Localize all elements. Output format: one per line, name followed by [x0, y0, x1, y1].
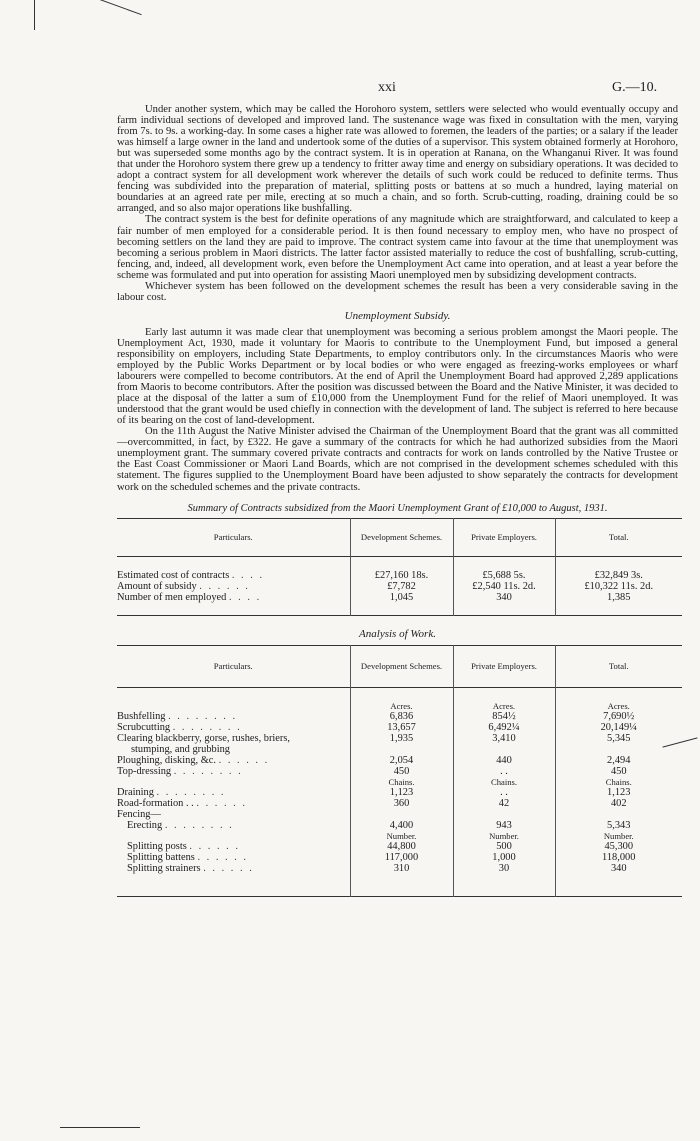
cell-development: 1,123: [350, 787, 453, 798]
analysis-units-number: [117, 831, 682, 841]
row-label: Estimated cost of contracts: [117, 570, 230, 582]
cell-development: 450: [350, 766, 453, 777]
analysis-row-fencing: [117, 809, 682, 820]
analysis-header-total: Total.: [555, 645, 682, 687]
row-label: Erecting: [127, 820, 163, 832]
leader-dots: . . . . . .: [197, 852, 249, 864]
row-label: Bushfelling: [117, 711, 166, 723]
leader-dots: . . . . . . . .: [164, 820, 234, 832]
scan-mark-left-edge: [34, 0, 35, 30]
cell-total: 20,149¼: [555, 722, 682, 733]
leader-dots: . . . .: [228, 592, 262, 604]
cell-development: 117,000: [350, 852, 453, 863]
analysis-row-erecting: [117, 820, 682, 831]
paragraph-contract-system: The contract system is the best for definite operations of any magnitude which are straightforward, and calculated to keep a fair number of men employed for a considerable period. It is then found necessary to employ men, who have no prospect of becoming settlers on the land they are paid to improve. The contract system came into favour at the time that unemployment was becoming a serious problem in Maori districts. The latter factor assisted materially to reduce the cost of bushfalling, scrub-cutting, fencing, and, indeed, all development work, even before the Unemployment Act came into operation, and at least a year before the scheme was formulated and put into operation for assisting Maori unemployed men by subsidizing development contracts.: [117, 214, 678, 281]
analysis-row-splitting-posts: [117, 841, 682, 852]
row-label: Number of men employed: [117, 592, 227, 604]
cell-development: 4,400: [350, 820, 453, 831]
unit-label: Number.: [555, 831, 682, 841]
cell-development: 13,657: [350, 722, 453, 733]
cell-private: 943: [453, 820, 555, 831]
leader-dots: . . . . . . . .: [172, 722, 242, 734]
cell-private: 340: [453, 592, 555, 603]
unit-label: Chains.: [350, 777, 453, 787]
paragraph-horohoro-system: Under another system, which may be called the Horohoro system, settlers were selected who would eventually occupy and farm individual sections of developed and improved land. The sustenance wage was fixed in consultation with the men, varying from 7s. to 9s. a working-day. In some cases a higher rate was allowed to foremen, the leaders of the parties; or a salary if the leader was himself a large owner in the land and undertook some of the duties of a supervisor. This system obtained formerly at Horohoro, but was superseded some months ago by the contract system. It is in operation at Ranana, on the Whanganui River. It was found that under the Horohoro system there grew up a tendency to fritter away time and energy on subsidiary operations. It was decided to adopt a contract system for all development work wherever the details of such work could be reduced to definite terms. Thus fencing was subdivided into the preparation of material, splitting posts or battens at so much a hundred, laying material on boundaries at an agreed rate per mile, erecting at so much a chain, and so forth. Scrub-cutting, roading, draining could be so arranged, and so also major operations like bushfalling.: [117, 104, 678, 215]
cell-total: 402: [555, 798, 682, 809]
analysis-row-ploughing: [117, 755, 682, 766]
summary-row-subsidy: [117, 581, 682, 592]
leader-dots: . . . . . . . .: [173, 766, 243, 778]
cell-total: 340: [555, 863, 682, 874]
analysis-row-road-formation: [117, 798, 682, 809]
row-label: Amount of subsidy: [117, 581, 197, 593]
row-label: Splitting posts: [127, 841, 187, 853]
unit-label: Chains.: [555, 777, 682, 787]
cell-development: £27,160 18s.: [350, 570, 453, 581]
page-header: [0, 80, 700, 100]
summary-header-private: Private Employers.: [453, 518, 555, 556]
leader-dots: . . . . . .: [203, 863, 254, 875]
cell-development: 1,045: [350, 592, 453, 603]
leader-dots: . . . . . .: [196, 798, 247, 810]
summary-row-cost: [117, 570, 682, 581]
cell-private: £5,688 5s.: [453, 570, 555, 581]
cell-private: 42: [453, 798, 555, 809]
cell-total: 5,343: [555, 820, 682, 831]
unit-label: Acres.: [350, 701, 453, 711]
leader-dots: . . . .: [231, 570, 265, 582]
paragraph-native-minister: On the 11th August the Native Minister advised the Chairman of the Unemployment Board that the grant was all committed—overcommitted, in fact, by £322. He gave a summary of the contracts for which he had authorized subsidies from the Maori unemployment grant. The summary covered private contracts and contracts for work on lands controlled by the Native Trustee or the East Coast Commissioner or Maori Land Boards, which are not comprised in the development schemes scheduled with this statement. The figures supplied to the Unemployment Board have been adjusted to show separately the contracts for development work on the scheduled schemes and the private contracts.: [117, 426, 678, 493]
row-label: Clearing blackberry, gorse, rushes, briers,: [117, 733, 291, 745]
summary-row-men: [117, 592, 682, 603]
cell-total: £32,849 3s.: [555, 570, 682, 581]
cell-development: 44,800: [350, 841, 453, 852]
cell-total: £10,322 11s. 2d.: [555, 581, 682, 592]
summary-contracts-table: [117, 518, 682, 616]
cell-development: 1,935: [350, 733, 453, 744]
cell-private: 30: [453, 863, 555, 874]
row-label: Draining: [117, 787, 154, 799]
row-label: Splitting strainers: [127, 863, 201, 875]
analysis-row-scrubcutting: [117, 722, 682, 733]
row-label: Road-formation . .: [117, 798, 194, 810]
analysis-row-bushfelling: [117, 711, 682, 722]
unit-label: Acres.: [555, 701, 682, 711]
scan-mark-bottom: [60, 1127, 140, 1128]
cell-development: 360: [350, 798, 453, 809]
leader-dots: . . . . . . . .: [168, 711, 238, 723]
leader-dots: . . . . . . . .: [156, 787, 226, 799]
analysis-row-topdressing: [117, 766, 682, 777]
scan-mark-top-left: [96, 0, 141, 15]
cell-total: 45,300: [555, 841, 682, 852]
cell-total: 1,385: [555, 592, 682, 603]
summary-header-particulars: Particulars.: [213, 532, 253, 543]
cell-development: 2,054: [350, 755, 453, 766]
page-number: xxi: [378, 80, 396, 95]
analysis-row-splitting-battens: [117, 852, 682, 863]
leader-dots: . . . . . .: [199, 581, 250, 593]
analysis-row-splitting-strainers: [117, 863, 682, 874]
cell-development: £7,782: [350, 581, 453, 592]
cell-private: £2,540 11s. 2d.: [453, 581, 555, 592]
row-label: Ploughing, disking, &c.: [117, 755, 217, 767]
section-title-unemployment-subsidy: Unemployment Subsidy.: [344, 309, 451, 322]
document-reference: G.—10.: [612, 80, 658, 95]
cell-private: . .: [453, 766, 555, 777]
cell-private: 3,410: [453, 733, 555, 744]
cell-private: 500: [453, 841, 555, 852]
summary-table-caption: Summary of Contracts subsidized from the Maori Unemployment Grant of £10,000 to August, 1931.: [187, 502, 608, 514]
row-label: Scrubcutting: [117, 722, 171, 734]
cell-private: 1,000: [453, 852, 555, 863]
summary-header-total: Total.: [555, 518, 682, 556]
row-label-continued: stumping, and grubbing: [131, 744, 230, 756]
analysis-table-title: Analysis of Work.: [359, 627, 436, 640]
unit-label: Acres.: [453, 701, 555, 711]
analysis-of-work-table: [117, 645, 682, 897]
paragraph-unemployment-act: Early last autumn it was made clear that unemployment was becoming a serious problem amongst the Maori people. The Unemployment Act, 1930, made it voluntary for Maoris to contribute to the Unemployment Fund, but imposed a general responsibility on employers, including State Departments, to employ contributors only. In the circumstances Maoris who were employed by the Public Works Department or by local bodies or who were engaged as freezing-works employees or wharf labourers were compelled to become contributors. At the end of April the Unemployment Board had approved 2,289 applications from Maoris to become contributors. After the position was discussed between the Board and the Native Minister, it was decided to place at the disposal of the latter a sum of £10,000 from the Unemployment Fund for the relief of Maori unemployed. It was understood that the grant would be used chiefly in connection with the development of land. The subject is referred to here because of its bearing on the cost of land-development.: [117, 326, 678, 427]
unit-label: Number.: [453, 831, 555, 841]
summary-header-row: [117, 518, 682, 556]
row-label: Splitting battens: [127, 852, 195, 864]
analysis-units-chains: [117, 777, 682, 787]
cell-total: 1,123: [555, 787, 682, 798]
cell-private: . .: [453, 787, 555, 798]
cell-development: 6,836: [350, 711, 453, 722]
analysis-header-particulars: Particulars.: [213, 661, 253, 672]
cell-total: 2,494: [555, 755, 682, 766]
analysis-row-draining: [117, 787, 682, 798]
cell-total: 118,000: [555, 852, 682, 863]
page-body: [117, 104, 678, 897]
analysis-header-row: [117, 645, 682, 687]
paragraph-labour-saving: Whichever system has been followed on the development schemes the result has been a very considerable saving in the labour cost.: [117, 280, 678, 303]
row-label: Fencing—: [117, 809, 161, 821]
leader-dots: . . . . . .: [189, 841, 240, 853]
analysis-header-development: Development Schemes.: [350, 645, 453, 687]
leader-dots: . . . . . .: [218, 755, 270, 767]
analysis-units-acres: [117, 701, 682, 711]
unit-label: Number.: [350, 831, 453, 841]
summary-header-development: Development Schemes.: [350, 518, 453, 556]
cell-private: 6,492¼: [453, 722, 555, 733]
cell-total: 5,345: [555, 733, 682, 744]
cell-total: 7,690½: [555, 711, 682, 722]
cell-development: 310: [350, 863, 453, 874]
cell-private: 854½: [453, 711, 555, 722]
row-label: Top-dressing: [117, 766, 172, 778]
unit-label: Chains.: [453, 777, 555, 787]
analysis-header-private: Private Employers.: [453, 645, 555, 687]
cell-total: 450: [555, 766, 682, 777]
analysis-row-clearing-cont: [117, 744, 682, 755]
analysis-row-clearing: [117, 733, 682, 744]
cell-private: 440: [453, 755, 555, 766]
